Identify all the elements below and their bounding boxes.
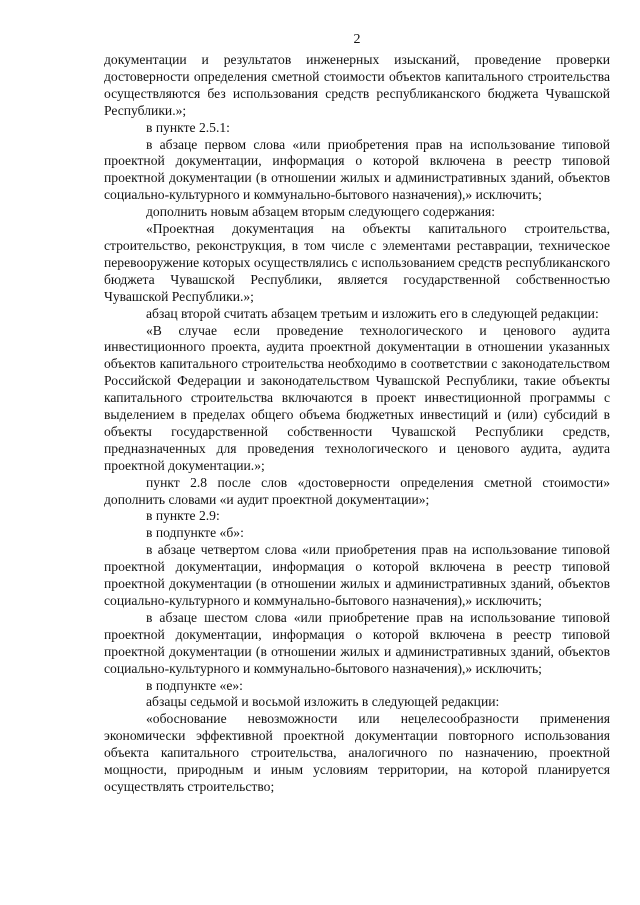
- paragraph: абзацы седьмой и восьмой изложить в следующей редакции:: [146, 694, 500, 710]
- document-body: [104, 52, 610, 796]
- paragraph: абзац второй считать абзацем третьим и изложить его в следующей редакции:: [146, 305, 599, 321]
- paragraph: «В случае если проведение технологического и ценового аудита инвестиционного проекта, аудита проектной документации в отношении указанных объектов капитального строительства необходимо в соответствии с законодательством Российской Федерации и законодательством Чувашской Республики, такие объекты капитального строительства включаются в проект инвестиционной программы с выделением в пределах общего объема бюджетных инвестиций и (или) субсидий в объекты государственной собственности Чувашской Республики средств, предназначенных для проведения технологического и ценового аудита, аудита проектной документации.»;: [104, 322, 610, 473]
- paragraph: в абзаце первом слова «или приобретения прав на использование типовой проектной документации, информация о которой включена в реестр типовой проектной документации (в отношении жилых и административных зданий, объектов социально-культурного и коммунально-бытового назначения),» исключить;: [104, 136, 610, 203]
- paragraph: в абзаце четвертом слова «или приобретения прав на использование типовой проектной документации, информация о которой включена в реестр типовой проектной документации (в отношении жилых и административных зданий, объектов социально-культурного и коммунально-бытового назначения),» исключить;: [104, 542, 610, 608]
- paragraph: в пункте 2.9:: [146, 508, 220, 524]
- paragraph: в подпункте «б»:: [146, 525, 244, 541]
- paragraph: дополнить новым абзацем вторым следующего содержания:: [146, 204, 495, 220]
- paragraph: пункт 2.8 после слов «достоверности определения сметной стоимости» дополнить словами «и аудит проектной документации»;: [104, 474, 610, 507]
- paragraph: в абзаце шестом слова «или приобретение прав на использование типовой проектной документации, информация о которой включена в реестр типовой проектной документации (в отношении жилых и административных зданий, объектов социально-культурного и коммунально-бытового назначения),» исключить;: [104, 609, 610, 676]
- page-number: 2: [353, 32, 361, 47]
- paragraph: «обоснование невозможности или нецелесообразности применения экономически эффективной проектной документации повторного использования объекта капитального строительства, аналогичного по назначению, проектной мощности, природным и иным условиям территории, на которой планируется осуществлять строительство;: [104, 711, 610, 794]
- paragraph: документации и результатов инженерных изысканий, проведение проверки достоверности определения сметной стоимости объектов капитального строительства осуществляются без использования средств республиканского бюджета Чувашской Республики.»;: [104, 52, 610, 118]
- paragraph: в подпункте «е»:: [146, 677, 243, 693]
- paragraph: «Проектная документация на объекты капитального строительства, строительство, реконструкция, в том числе с элементами реставрации, техническое перевооружение которых осуществлялись с использованием средств республиканского бюджета Чувашской Республики, является государственной собственностью Чувашской Республики.»;: [104, 221, 610, 304]
- paragraph: в пункте 2.5.1:: [146, 119, 230, 135]
